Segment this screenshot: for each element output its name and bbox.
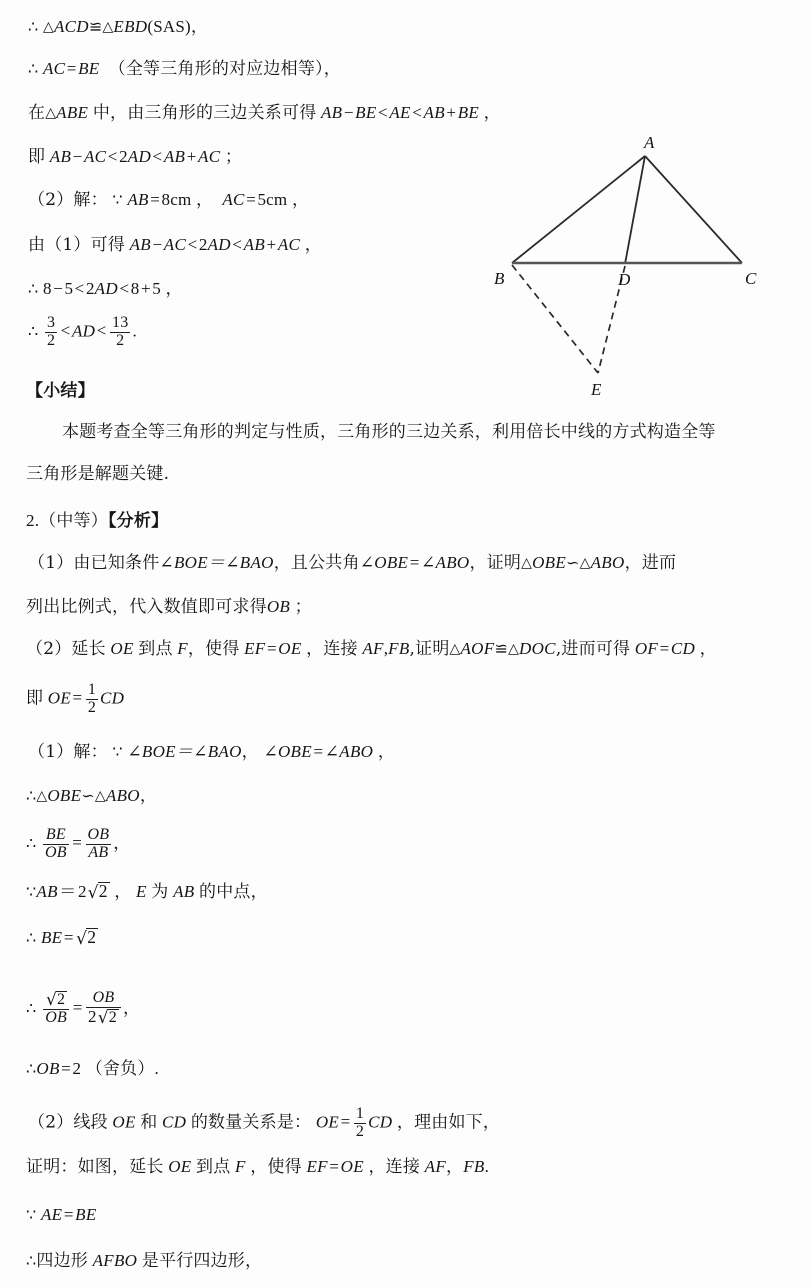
equals-symbol: = <box>340 1112 351 1132</box>
solution-final-range <box>28 315 137 349</box>
fraction-sqrt2-over-ob <box>43 991 69 1026</box>
expr-ac2: AC <box>198 147 221 166</box>
because-symbol: ∵ <box>26 882 37 901</box>
numerator: 1 <box>87 681 97 698</box>
point-f: F <box>235 1157 246 1176</box>
equals-symbol: = <box>313 742 324 761</box>
analysis-line-1 <box>28 554 676 572</box>
segment-ab: AB <box>127 190 149 209</box>
equals-symbol: = <box>659 639 670 658</box>
therefore-symbol: ∴ <box>28 17 39 36</box>
text-from-part-1: 由（1）可得 <box>28 235 126 255</box>
text-thereby: ，进而 <box>624 553 677 573</box>
therefore-symbol: ∴ <box>26 1251 37 1270</box>
number-8b: 8 <box>130 279 140 298</box>
solution2-proof-construction <box>26 1158 489 1176</box>
less-than-symbol: < <box>187 235 198 254</box>
segment-oe: OE <box>112 1112 136 1132</box>
solution2-part1-given <box>28 743 395 761</box>
less-than-symbol: < <box>378 103 388 122</box>
expr-ab: AB <box>321 103 343 122</box>
sqrt-2 <box>75 928 98 947</box>
vertex-label-b: B <box>494 269 505 288</box>
summary-paragraph-line-2: 三角形是解题关键. <box>26 464 170 484</box>
less-than-symbol: < <box>119 279 130 298</box>
expr-be2: BE <box>457 103 480 122</box>
edge-ac <box>645 156 742 263</box>
text-is: 为 <box>151 882 169 902</box>
plus-symbol: + <box>140 279 151 298</box>
label-part-1-solution: （1）解： <box>28 742 108 762</box>
summary-paragraph-line-1: 本题考查全等三角形的判定与性质，三角形的三边关系，利用倍长中线的方式构造全等 <box>62 422 716 442</box>
number-5: 5 <box>64 279 74 298</box>
period: . <box>484 1157 490 1176</box>
value-8cm: 8cm <box>161 190 192 209</box>
congruent-symbol: ≌ <box>88 17 103 36</box>
text-such-that: ，使得 <box>250 1157 302 1177</box>
figure-svg <box>468 126 788 411</box>
solution2-be-value <box>26 928 98 947</box>
plus-symbol: + <box>266 235 277 254</box>
period: . <box>154 1059 159 1078</box>
less-than-symbol: < <box>232 235 243 254</box>
label-part-2-solution: （2）解： <box>28 190 108 210</box>
expr-ad: AD <box>127 147 152 166</box>
text-namely: 即 <box>26 688 44 709</box>
equals-symbol: = <box>61 1059 71 1078</box>
text-quantity-relation: 的数量关系是： <box>190 1112 312 1133</box>
segment-oe2: OE <box>340 1157 364 1176</box>
segment-be: BE <box>75 1205 97 1224</box>
analysis-line-2 <box>26 598 312 616</box>
segment-ac: AC <box>42 59 66 78</box>
triangle-symbol: △ <box>45 105 57 121</box>
triangle-symbol: △ <box>579 555 591 571</box>
summary-heading: 【小结】 <box>26 381 95 401</box>
triangle-abo: ABO <box>590 553 625 572</box>
edge-be-dashed <box>512 265 598 373</box>
triangle-symbol: △ <box>449 641 461 657</box>
text-prove: ，证明 <box>469 553 522 573</box>
triangle-abo: ABO <box>105 786 140 805</box>
segment-ef: EF <box>244 639 266 658</box>
solution2-ae-equals-be <box>26 1206 97 1224</box>
label-part-2-segments: （2）线段 <box>28 1112 108 1133</box>
therefore-symbol: ∴ <box>26 998 37 1018</box>
minus-symbol: − <box>53 279 63 298</box>
edge-ba <box>512 156 645 263</box>
angle-obe: ∠OBE <box>359 553 409 572</box>
text-to-point: 到点 <box>196 1157 231 1177</box>
comma: ， <box>446 1157 464 1177</box>
fraction-one-half <box>354 1106 366 1140</box>
denominator: AB <box>88 843 109 861</box>
proof-line-congruent-triangles <box>28 18 208 36</box>
equals-symbol: = <box>72 998 83 1018</box>
proof-line-ac-equals-be <box>28 60 341 78</box>
comma: ， <box>114 882 132 902</box>
segment-ef: EF <box>306 1157 328 1176</box>
text-such-that: ，使得 <box>187 639 240 659</box>
equals-symbol: = <box>72 833 82 853</box>
radicand: 2 <box>57 990 66 1008</box>
proof-line-namely-inequality <box>28 148 242 166</box>
fraction-one-half <box>86 682 98 716</box>
radicand: 2 <box>87 927 97 947</box>
equals-symbol: = <box>246 190 256 209</box>
denominator: 2 <box>355 1122 365 1140</box>
difficulty-level: （中等） <box>39 511 108 531</box>
equals-symbol: = <box>329 1157 340 1176</box>
triangle-symbol: △ <box>36 788 48 804</box>
value-5cm: 5cm <box>257 190 288 209</box>
period: . <box>132 321 137 341</box>
triangle-aof: AOF <box>460 639 495 658</box>
segment-ob: OB <box>266 597 291 616</box>
expr-ab: AB <box>49 147 72 166</box>
expr-ac: AC <box>163 235 187 254</box>
denominator: OB <box>45 1008 67 1026</box>
text-and-common-angle: ，且公共角 <box>273 553 360 573</box>
coefficient-2: 2 <box>119 147 128 166</box>
numerator: 13 <box>112 314 129 331</box>
text-in: 在 <box>28 103 46 123</box>
text-connect: ，连接 <box>306 639 358 659</box>
therefore-symbol: ∴ <box>26 833 37 853</box>
segment-be: BE <box>78 59 100 78</box>
segment-of: OF <box>634 639 659 658</box>
problem-2-heading <box>26 512 168 530</box>
angle-abo: ∠ABO <box>421 553 470 572</box>
segment-ac: AC <box>222 190 245 209</box>
denominator <box>86 1008 121 1027</box>
text-and: 和 <box>140 1112 158 1133</box>
radicand: 2 <box>98 881 108 901</box>
radical-sign: √ <box>45 989 58 1010</box>
vertex-label-c: C <box>745 269 757 288</box>
solution2-proportion <box>26 827 130 861</box>
problem-number: 2. <box>26 511 40 530</box>
denominator: 2 <box>87 698 97 716</box>
comma: ， <box>377 742 396 762</box>
numerator: BE <box>43 827 69 845</box>
less-than-symbol: < <box>107 147 118 166</box>
semicolon: ； <box>224 147 243 167</box>
expr-ab2: AB <box>163 147 186 166</box>
angle-obe: ∠OBE <box>263 742 312 761</box>
number-5b: 5 <box>152 279 161 298</box>
segment-oe2: OE <box>278 639 302 658</box>
therefore-symbol: ∴ <box>28 59 39 78</box>
semicolon: ； <box>294 597 312 617</box>
segment-ab2: AB <box>173 882 195 901</box>
segment-oe: OE <box>168 1157 192 1176</box>
angle-boe-eq-bao: ∠BOE＝∠BAO <box>159 553 274 572</box>
less-than-symbol: < <box>96 321 107 341</box>
analysis-tag: 【分析】 <box>107 511 169 531</box>
therefore-symbol: ∴ <box>26 928 37 947</box>
comma: ， <box>241 742 259 762</box>
numerator: 1 <box>355 1105 365 1122</box>
segment-ob: OB <box>36 1059 60 1078</box>
therefore-symbol: ∴ <box>26 786 37 805</box>
text-reject-negative: （舍负） <box>85 1059 155 1079</box>
coefficient-2: 2 <box>85 279 95 298</box>
expr-ad: AD <box>71 321 96 341</box>
segment-fb: FB <box>463 1157 485 1176</box>
solution2-substituted-proportion <box>26 990 140 1026</box>
minus-symbol: − <box>72 147 83 166</box>
denominator: OB <box>44 843 67 861</box>
segment-cd: CD <box>670 639 696 658</box>
because-symbol: ∵ <box>112 190 123 209</box>
numerator <box>43 991 69 1010</box>
comma: ， <box>291 190 310 210</box>
plus-symbol: + <box>446 103 457 122</box>
radical-sign: √ <box>87 883 99 903</box>
solution2-part2-relation <box>28 1106 500 1140</box>
triangle-obe: OBE <box>47 786 82 805</box>
expr-ae: AE <box>389 103 411 122</box>
triangle-ebd-label: EBD <box>113 17 148 36</box>
solution2-similar-triangles <box>26 787 157 805</box>
radicand: 2 <box>108 1008 117 1026</box>
triangle-symbol: △ <box>94 788 106 804</box>
fraction-be-over-ob <box>43 827 69 861</box>
segment-be: BE <box>40 928 63 947</box>
comma: ， <box>165 279 183 299</box>
similar-symbol: ∽ <box>81 786 95 805</box>
angle-boe-eq-bao: ∠BOE＝∠BAO <box>127 742 242 761</box>
comma-latin: , <box>383 639 389 658</box>
comma: ， <box>139 786 158 806</box>
equals-symbol: = <box>266 639 277 658</box>
denominator: 2 <box>46 331 56 349</box>
text-quadrilateral: 四边形 <box>36 1251 88 1271</box>
minus-symbol: − <box>343 103 354 122</box>
plus-symbol: + <box>186 147 197 166</box>
analysis-line-4 <box>26 682 124 716</box>
triangle-obe: OBE <box>532 553 567 572</box>
triangle-symbol: △ <box>102 19 114 35</box>
fraction-three-halves <box>45 315 57 349</box>
numerator: 3 <box>46 314 56 331</box>
coefficient-2: 2 <box>77 882 87 901</box>
triangle-acd-label: ACD <box>53 17 89 36</box>
comma: ， <box>483 103 501 123</box>
comma: ， <box>190 17 209 37</box>
geometry-figure-triangle-abc <box>468 126 788 411</box>
expr-ab2: AB <box>243 235 266 254</box>
fraction-ob-over-2sqrt2 <box>86 990 121 1026</box>
less-than-symbol: < <box>74 279 85 298</box>
text-namely: 即 <box>28 147 46 167</box>
radical-sign: √ <box>97 1007 109 1028</box>
text-thereby-obtain: ,进而可得 <box>555 639 631 659</box>
therefore-symbol: ∴ <box>28 279 39 298</box>
text-reason-as-follows: ，理由如下， <box>396 1112 501 1133</box>
solution2-parallelogram <box>26 1252 262 1270</box>
sas-reason: (SAS) <box>147 17 191 36</box>
expr-ac2: AC <box>277 235 301 254</box>
solution-part2-given <box>28 191 309 209</box>
triangle-symbol: △ <box>42 19 54 35</box>
therefore-symbol: ∴ <box>26 1059 37 1078</box>
segment-ae: AE <box>40 1205 63 1224</box>
expr-ab: AB <box>129 235 151 254</box>
text-midpoint: 的中点， <box>199 882 268 902</box>
vertex-label-e: E <box>591 380 602 399</box>
sqrt-2 <box>97 1009 119 1027</box>
expr-ad: AD <box>207 235 231 254</box>
value-2: 2 <box>72 1059 82 1078</box>
equals-symbol: = <box>63 928 74 947</box>
text-connect: ，连接 <box>368 1157 421 1177</box>
reason-corresponding-sides: （全等三角形的对应边相等）， <box>108 59 341 79</box>
equals-symbol: = <box>72 688 83 708</box>
segment-fb: FB <box>388 639 410 658</box>
denominator: 2 <box>116 331 125 349</box>
segment-cd: CD <box>162 1112 187 1132</box>
point-f: F <box>177 639 188 658</box>
coefficient-2: 2 <box>88 1006 97 1026</box>
comma: ， <box>304 235 322 255</box>
text-proof-as-shown: 证明：如图，延长 <box>26 1157 164 1177</box>
comma: ， <box>113 833 131 854</box>
segment-cd: CD <box>100 688 125 708</box>
solution2-ab-value <box>26 882 268 901</box>
comma: ， <box>122 998 141 1019</box>
comma: ， <box>699 639 717 659</box>
fraction-thirteen-halves <box>110 315 130 349</box>
proof-line-triangle-inequality <box>28 104 501 122</box>
segment-cd2: CD <box>368 1112 393 1132</box>
equals-symbol: = <box>63 1205 74 1224</box>
therefore-symbol: ∴ <box>28 321 39 341</box>
vertex-label-d: D <box>618 270 631 289</box>
segment-oe: OE <box>47 688 72 708</box>
text-prove: ,证明 <box>409 639 450 659</box>
equals-symbol: = <box>409 553 420 572</box>
comma: ， <box>196 190 214 210</box>
less-than-symbol: < <box>412 103 423 122</box>
angle-abo: ∠ABO <box>324 742 374 761</box>
solution2-ob-result <box>26 1060 159 1078</box>
radical-sign: √ <box>76 929 88 949</box>
solution-from-part1 <box>28 236 322 254</box>
segment-oe2: OE <box>315 1112 340 1132</box>
text-triangle-side-relation: 中，由三角形的三边关系可得 <box>92 103 317 123</box>
text-write-proportion: 列出比例式，代入数值即可求得 <box>26 597 267 617</box>
numerator: OB <box>86 990 121 1008</box>
triangle-abe-label: ABE <box>56 103 89 122</box>
equals-symbol: = <box>150 190 161 209</box>
because-symbol: ∵ <box>26 1205 37 1224</box>
equals-symbol: = <box>66 59 77 78</box>
triangle-symbol: △ <box>508 641 520 657</box>
expr-ac: AC <box>83 147 107 166</box>
analysis-line-3 <box>26 640 717 658</box>
because-symbol: ∵ <box>112 742 123 761</box>
less-than-symbol: < <box>60 321 71 341</box>
quadrilateral-afbo: AFBO <box>92 1251 138 1270</box>
fraction-ob-over-ab <box>86 827 112 861</box>
number-8: 8 <box>42 279 52 298</box>
solution-numeric-inequality <box>28 280 183 298</box>
text-is-parallelogram: 是平行四边形， <box>141 1251 263 1271</box>
expr-ab2: AB <box>423 103 445 122</box>
sqrt-2 <box>45 991 67 1009</box>
similar-symbol: ∽ <box>566 553 580 572</box>
less-than-symbol: < <box>152 147 163 166</box>
text-from-given-condition: （1）由已知条件 <box>28 553 160 573</box>
vertex-label-a: A <box>644 133 655 152</box>
text-to-point: 到点 <box>138 639 173 659</box>
segment-af: AF <box>362 639 384 658</box>
congruent-symbol: ≌ <box>494 639 509 658</box>
sqrt-2 <box>87 882 110 901</box>
edge-ad <box>625 156 645 264</box>
coefficient-2: 2 <box>198 235 208 254</box>
triangle-symbol: △ <box>521 555 533 571</box>
text-extend: （2）延长 <box>26 639 106 659</box>
expr-be: BE <box>355 103 377 122</box>
segment-af: AF <box>424 1157 447 1176</box>
minus-symbol: − <box>152 235 163 254</box>
point-e: E <box>136 882 147 901</box>
equals-symbol: ＝ <box>59 882 77 901</box>
expr-ad: AD <box>94 279 118 298</box>
numerator: OB <box>87 826 110 843</box>
segment-ab: AB <box>36 882 58 901</box>
segment-oe: OE <box>110 639 134 658</box>
triangle-doc: DOC <box>519 639 556 658</box>
